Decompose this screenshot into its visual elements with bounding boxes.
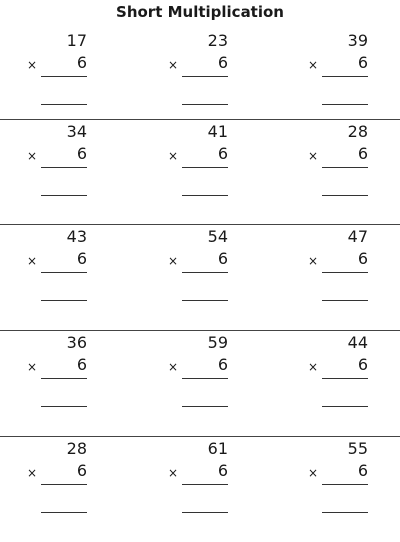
multiplication-problem: [27, 330, 87, 436]
times-symbol: ×: [27, 149, 38, 163]
multiplier-number: 6: [217, 461, 228, 480]
calculation-rule: [182, 484, 228, 485]
multiplier-number: 6: [217, 53, 228, 72]
times-symbol: ×: [27, 360, 38, 374]
calculation-rule: [41, 167, 87, 168]
multiplier-number: 6: [76, 249, 87, 268]
times-symbol: ×: [308, 466, 319, 480]
answer-line[interactable]: [322, 406, 368, 407]
calculation-rule: [322, 378, 368, 379]
problem-row: [0, 119, 400, 225]
answer-line[interactable]: [41, 104, 87, 105]
multiplication-problem: [168, 436, 228, 542]
answer-line[interactable]: [182, 104, 228, 105]
top-number: 41: [207, 122, 228, 141]
top-number: 61: [207, 439, 228, 458]
times-symbol: ×: [308, 58, 319, 72]
top-number: 23: [207, 31, 228, 50]
times-symbol: ×: [168, 466, 179, 480]
multiplication-problem: [168, 119, 228, 225]
answer-line[interactable]: [322, 300, 368, 301]
multiplication-problem: [168, 330, 228, 436]
multiplier-number: 6: [217, 249, 228, 268]
calculation-rule: [182, 378, 228, 379]
multiplier-number: 6: [76, 144, 87, 163]
calculation-rule: [41, 76, 87, 77]
top-number: 34: [66, 122, 87, 141]
times-symbol: ×: [168, 254, 179, 268]
times-symbol: ×: [308, 254, 319, 268]
top-number: 54: [207, 227, 228, 246]
times-symbol: ×: [27, 466, 38, 480]
times-symbol: ×: [168, 360, 179, 374]
top-number: 28: [66, 439, 87, 458]
multiplier-number: 6: [357, 144, 368, 163]
calculation-rule: [41, 272, 87, 273]
top-number: 17: [66, 31, 87, 50]
top-number: 47: [347, 227, 368, 246]
times-symbol: ×: [168, 149, 179, 163]
times-symbol: ×: [308, 149, 319, 163]
multiplication-problem: [308, 119, 368, 225]
calculation-rule: [41, 378, 87, 379]
multiplier-number: 6: [217, 355, 228, 374]
calculation-rule: [182, 76, 228, 77]
calculation-rule: [182, 167, 228, 168]
calculation-rule: [322, 484, 368, 485]
multiplier-number: 6: [357, 249, 368, 268]
times-symbol: ×: [27, 58, 38, 72]
answer-line[interactable]: [182, 512, 228, 513]
answer-line[interactable]: [182, 300, 228, 301]
top-number: 28: [347, 122, 368, 141]
multiplier-number: 6: [217, 144, 228, 163]
problem-row: [0, 436, 400, 542]
top-number: 43: [66, 227, 87, 246]
worksheet-title: Short Multiplication: [116, 3, 284, 21]
top-number: 36: [66, 333, 87, 352]
answer-line[interactable]: [322, 512, 368, 513]
multiplication-problem: [308, 330, 368, 436]
answer-line[interactable]: [41, 300, 87, 301]
answer-line[interactable]: [322, 195, 368, 196]
top-number: 55: [347, 439, 368, 458]
answer-line[interactable]: [182, 406, 228, 407]
times-symbol: ×: [168, 58, 179, 72]
calculation-rule: [322, 272, 368, 273]
top-number: 59: [207, 333, 228, 352]
problem-row: [0, 330, 400, 436]
multiplier-number: 6: [357, 355, 368, 374]
calculation-rule: [322, 167, 368, 168]
answer-line[interactable]: [41, 406, 87, 407]
multiplication-problem: [27, 436, 87, 542]
multiplication-problem: [27, 224, 87, 330]
multiplication-problem: [308, 436, 368, 542]
top-number: 44: [347, 333, 368, 352]
calculation-rule: [41, 484, 87, 485]
multiplication-problem: [308, 224, 368, 330]
multiplier-number: 6: [357, 461, 368, 480]
multiplier-number: 6: [76, 355, 87, 374]
answer-line[interactable]: [41, 512, 87, 513]
times-symbol: ×: [308, 360, 319, 374]
multiplier-number: 6: [357, 53, 368, 72]
multiplication-problem: [27, 119, 87, 225]
times-symbol: ×: [27, 254, 38, 268]
top-number: 39: [347, 31, 368, 50]
answer-line[interactable]: [322, 104, 368, 105]
calculation-rule: [322, 76, 368, 77]
answer-line[interactable]: [182, 195, 228, 196]
problem-row: [0, 224, 400, 330]
multiplication-problem: [168, 224, 228, 330]
calculation-rule: [182, 272, 228, 273]
multiplier-number: 6: [76, 53, 87, 72]
multiplier-number: 6: [76, 461, 87, 480]
answer-line[interactable]: [41, 195, 87, 196]
